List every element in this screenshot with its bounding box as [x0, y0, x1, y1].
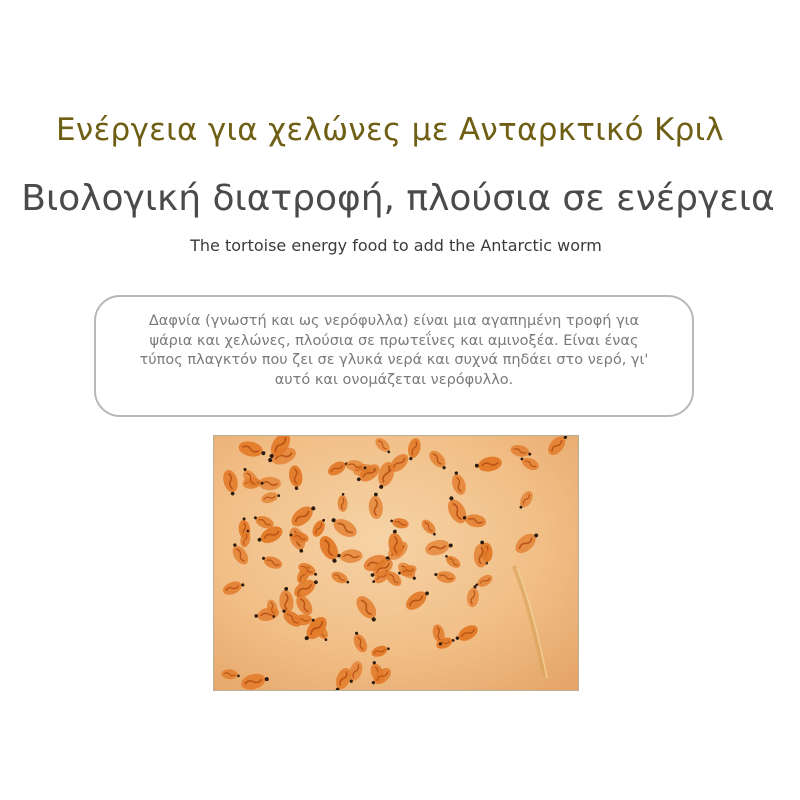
info-box [94, 295, 694, 417]
daphnia-photo [213, 435, 579, 691]
page-title: Βιολογική διατροφή, πλούσια σε ενέργεια [21, 178, 775, 219]
daphnia-image [214, 436, 579, 691]
english-subtitle: The tortoise energy food to add the Antarctic worm [190, 236, 602, 255]
info-text: Δαφνία (γνωστή και ως νερόφυλλα) είναι μια αγαπημένη τροφή για ψάρια και χελώνες, πλούσια σε πρωτεΐνες και αμινοξέα. Είναι ένας τύπος πλαγκτόν που ζει σε γλυκά νερά και συχνά πηδάει στο νερό, γι' αυτό και ονομάζεται νερόφυλλο. [139, 313, 649, 388]
title-gold: Ενέργεια για χελώνες με Ανταρκτικό Κριλ [55, 112, 725, 148]
